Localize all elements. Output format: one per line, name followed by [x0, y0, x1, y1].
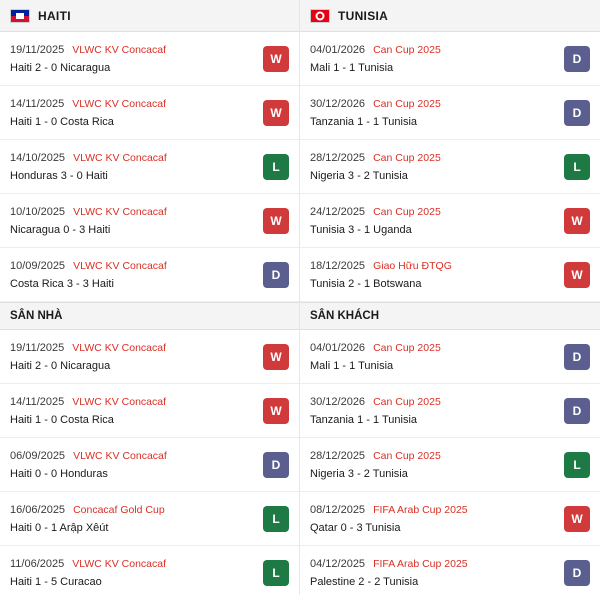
match-competition[interactable]: VLWC KV Concacaf — [72, 97, 167, 110]
result-badge: W — [263, 208, 289, 234]
match-date: 19/11/2025 — [10, 43, 65, 56]
result-badge: L — [564, 154, 590, 180]
match-score: Tunisia 2 - 1 Botswana — [310, 277, 422, 290]
match-date: 08/12/2025 — [310, 503, 366, 516]
match-score: Haiti 0 - 0 Honduras — [10, 467, 108, 480]
match-info — [10, 260, 255, 290]
match-info — [10, 342, 255, 372]
result-badge: D — [564, 46, 590, 72]
match-meta — [310, 152, 556, 164]
match-info — [10, 98, 255, 128]
match-score: Haiti 1 - 5 Curacao — [10, 575, 102, 588]
match-competition[interactable]: VLWC KV Concacaf — [73, 205, 167, 218]
match-row[interactable] — [0, 86, 299, 140]
match-score: Haiti 2 - 0 Nicaragua — [10, 359, 111, 372]
match-competition[interactable]: VLWC KV Concacaf — [73, 449, 167, 462]
match-date: 06/09/2025 — [10, 449, 66, 462]
match-row[interactable] — [300, 32, 600, 86]
match-info — [310, 206, 556, 236]
match-competition[interactable]: VLWC KV Concacaf — [72, 395, 167, 408]
result-badge: L — [263, 560, 289, 586]
team-header-away — [300, 0, 600, 32]
result-badge: L — [263, 154, 289, 180]
match-info — [310, 342, 556, 372]
match-date: 14/11/2025 — [10, 395, 65, 408]
match-row[interactable] — [300, 546, 600, 595]
match-info — [10, 558, 255, 588]
match-competition[interactable]: Concacaf Gold Cup — [73, 503, 165, 516]
match-row[interactable] — [300, 384, 600, 438]
match-info — [10, 396, 255, 426]
match-competition[interactable]: VLWC KV Concacaf — [72, 557, 167, 570]
match-date: 10/09/2025 — [10, 259, 66, 272]
match-meta — [10, 396, 255, 408]
result-badge: W — [263, 100, 289, 126]
match-score: Tunisia 3 - 1 Uganda — [310, 223, 412, 236]
match-score: Honduras 3 - 0 Haiti — [10, 169, 108, 182]
match-info — [310, 396, 556, 426]
match-info — [10, 44, 255, 74]
result-badge: D — [564, 560, 590, 586]
match-score: Palestine 2 - 2 Tunisia — [310, 575, 419, 588]
match-meta — [310, 558, 556, 570]
match-meta — [10, 206, 255, 218]
result-badge: W — [263, 46, 289, 72]
match-row[interactable] — [300, 330, 600, 384]
match-info — [310, 504, 556, 534]
result-badge: D — [564, 344, 590, 370]
match-date: 14/10/2025 — [10, 151, 66, 164]
team-name-home: HAITI — [38, 8, 71, 23]
result-badge: D — [263, 452, 289, 478]
team-header-home — [0, 0, 299, 32]
match-row[interactable] — [0, 248, 299, 302]
match-competition[interactable]: VLWC KV Concacaf — [72, 43, 167, 56]
match-competition[interactable]: Can Cup 2025 — [373, 449, 441, 462]
match-meta — [10, 260, 255, 272]
match-competition[interactable]: VLWC KV Concacaf — [73, 151, 167, 164]
section-header-home-venue: SÂN NHÀ — [0, 302, 299, 330]
result-badge: D — [564, 100, 590, 126]
match-date: 14/11/2025 — [10, 97, 65, 110]
match-row[interactable] — [0, 438, 299, 492]
match-date: 11/06/2025 — [10, 557, 65, 570]
match-date: 04/01/2026 — [310, 43, 366, 56]
match-meta — [310, 44, 556, 56]
match-row[interactable] — [300, 194, 600, 248]
match-score: Tanzania 1 - 1 Tunisia — [310, 413, 418, 426]
match-row[interactable] — [300, 140, 600, 194]
match-row[interactable] — [0, 194, 299, 248]
team-column-away — [300, 0, 600, 595]
match-info — [310, 558, 556, 588]
match-row[interactable] — [0, 492, 299, 546]
section-header-away-venue: SÂN KHÁCH — [300, 302, 600, 330]
match-row[interactable] — [300, 438, 600, 492]
match-competition[interactable]: Can Cup 2025 — [373, 97, 441, 110]
match-score: Haiti 1 - 0 Costa Rica — [10, 115, 114, 128]
result-badge: W — [263, 398, 289, 424]
result-badge: L — [263, 506, 289, 532]
match-row[interactable] — [0, 140, 299, 194]
match-score: Tanzania 1 - 1 Tunisia — [310, 115, 418, 128]
match-competition[interactable]: Can Cup 2025 — [373, 205, 441, 218]
match-date: 30/12/2026 — [310, 395, 366, 408]
away-venue-matches — [300, 330, 600, 595]
match-date: 18/12/2025 — [310, 259, 366, 272]
result-badge: W — [263, 344, 289, 370]
result-badge: W — [564, 262, 590, 288]
match-meta — [10, 98, 255, 110]
match-row[interactable] — [300, 248, 600, 302]
match-info — [10, 450, 255, 480]
flag-haiti-icon — [10, 9, 30, 23]
match-meta — [310, 206, 556, 218]
match-competition[interactable]: Can Cup 2025 — [373, 43, 441, 56]
match-competition[interactable]: FIFA Arab Cup 2025 — [373, 557, 468, 570]
match-date: 30/12/2026 — [310, 97, 366, 110]
match-info — [310, 450, 556, 480]
match-date: 10/10/2025 — [10, 205, 66, 218]
match-info — [310, 98, 556, 128]
match-meta — [310, 504, 556, 516]
match-meta — [310, 342, 556, 354]
flag-tunisia-icon — [310, 9, 330, 23]
match-competition[interactable]: Can Cup 2025 — [373, 151, 441, 164]
match-row[interactable] — [0, 546, 299, 595]
match-meta — [10, 450, 255, 462]
match-score: Mali 1 - 1 Tunisia — [310, 359, 394, 372]
recent-matches-home — [0, 32, 299, 302]
match-competition[interactable]: FIFA Arab Cup 2025 — [373, 503, 468, 516]
match-meta — [310, 98, 556, 110]
result-badge: D — [564, 398, 590, 424]
match-meta — [310, 260, 556, 272]
match-score: Nigeria 3 - 2 Tunisia — [310, 169, 408, 182]
match-row[interactable] — [0, 330, 299, 384]
match-date: 19/11/2025 — [10, 341, 65, 354]
match-competition[interactable]: Giao Hữu ĐTQG — [373, 259, 452, 272]
match-competition[interactable]: Can Cup 2025 — [373, 341, 441, 354]
match-date: 04/01/2026 — [310, 341, 366, 354]
match-row[interactable] — [300, 86, 600, 140]
home-venue-matches — [0, 330, 299, 595]
match-score: Haiti 2 - 0 Nicaragua — [10, 61, 111, 74]
match-info — [10, 152, 255, 182]
match-meta — [10, 558, 255, 570]
team-name-away: TUNISIA — [338, 8, 389, 23]
match-meta — [310, 396, 556, 408]
match-info — [310, 260, 556, 290]
match-meta — [10, 44, 255, 56]
match-info — [10, 504, 255, 534]
match-date: 04/12/2025 — [310, 557, 366, 570]
match-meta — [10, 342, 255, 354]
match-score: Nicaragua 0 - 3 Haiti — [10, 223, 111, 236]
match-meta — [310, 450, 556, 462]
match-info — [310, 152, 556, 182]
match-meta — [10, 504, 255, 516]
match-score: Costa Rica 3 - 3 Haiti — [10, 277, 114, 290]
result-badge: W — [564, 506, 590, 532]
match-row[interactable] — [300, 492, 600, 546]
recent-matches-away — [300, 32, 600, 302]
match-score: Haiti 1 - 0 Costa Rica — [10, 413, 114, 426]
match-score: Haiti 0 - 1 Arập Xêút — [10, 521, 109, 534]
result-badge: L — [564, 452, 590, 478]
match-date: 16/06/2025 — [10, 503, 66, 516]
match-meta — [10, 152, 255, 164]
match-score: Qatar 0 - 3 Tunisia — [310, 521, 401, 534]
match-row[interactable] — [0, 32, 299, 86]
match-competition[interactable]: VLWC KV Concacaf — [73, 259, 167, 272]
match-score: Mali 1 - 1 Tunisia — [310, 61, 394, 74]
match-date: 28/12/2025 — [310, 151, 366, 164]
match-info — [10, 206, 255, 236]
match-score: Nigeria 3 - 2 Tunisia — [310, 467, 408, 480]
match-competition[interactable]: Can Cup 2025 — [373, 395, 441, 408]
result-badge: D — [263, 262, 289, 288]
match-date: 28/12/2025 — [310, 449, 366, 462]
match-row[interactable] — [0, 384, 299, 438]
match-info — [310, 44, 556, 74]
match-competition[interactable]: VLWC KV Concacaf — [72, 341, 167, 354]
result-badge: W — [564, 208, 590, 234]
match-date: 24/12/2025 — [310, 205, 366, 218]
